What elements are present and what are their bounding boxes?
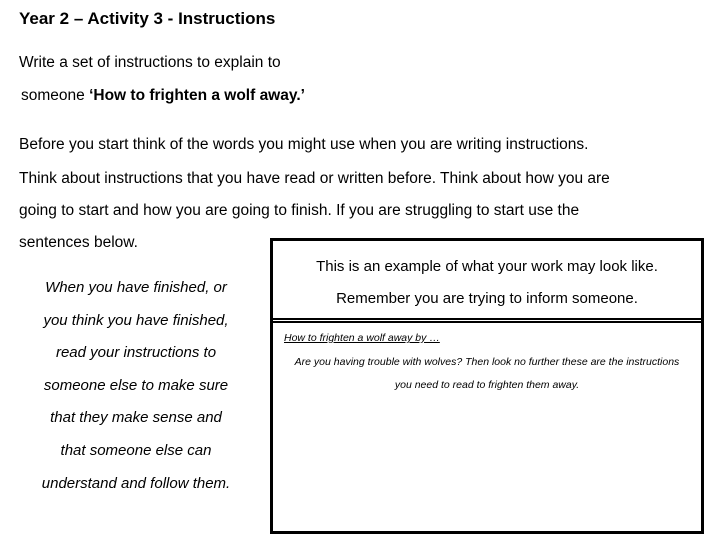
example-header-line-2: Remember you are trying to inform someone. [336,290,638,307]
task-line-2-prefix: someone [21,87,90,104]
example-content [273,321,701,535]
tip-line-4: someone else to make sure [43,376,229,394]
tip-text [20,276,252,504]
tip-line-5: that they make sense and [50,409,222,427]
example-line-1: Are you having trouble with wolves? Then look no further these are the instructions [294,356,680,368]
example-title: How to frighten a wolf away by … [284,332,440,344]
task-line-2-bold: ‘How to frighten a wolf away.’ [89,87,305,104]
task-line-1: Write a set of instructions to explain to [19,54,281,71]
guidance-line-4: sentences below. [19,234,138,251]
guidance-line-3: going to start and how you are going to finish. If you are struggling to start use the [19,202,580,219]
example-header-line-1: This is an example of what your work may look like. [316,258,658,275]
example-box [270,238,704,534]
guidance-line-1: Before you start think of the words you might use when you are writing instructions. [19,136,589,153]
tip-line-3: read your instructions to [55,344,217,362]
task-line-2 [21,87,305,105]
example-box-header [273,241,701,320]
page-title: Year 2 – Activity 3 - Instructions [19,9,276,28]
tip-line-2: you think you have finished, [43,311,229,329]
guidance-line-2: Think about instructions that you have read or written before. Think about how you are [19,170,610,187]
tip-line-7: understand and follow them. [41,474,231,492]
tip-line-1: When you have finished, or [45,279,227,296]
tip-line-6: that someone else can [60,441,212,459]
example-line-2: you need to read to frighten them away. [394,379,580,391]
